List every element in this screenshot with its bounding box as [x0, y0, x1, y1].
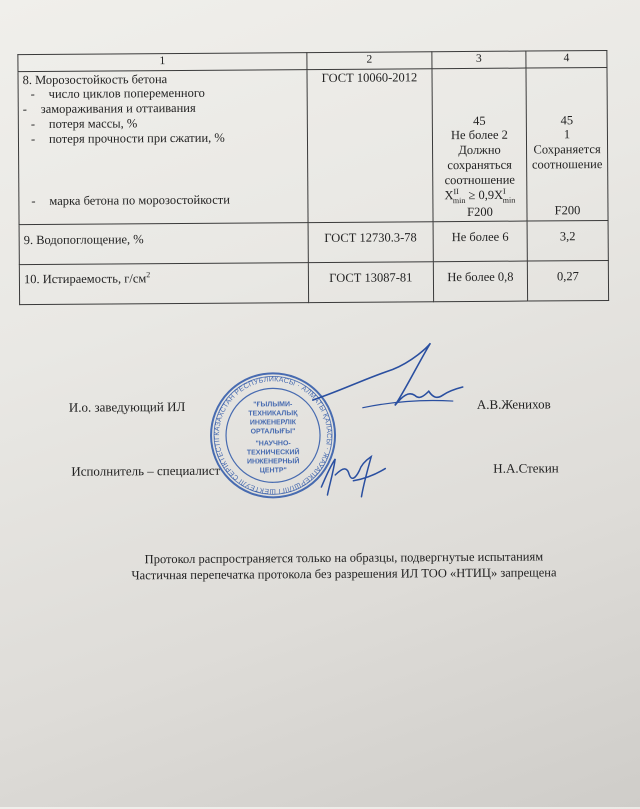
frost-strength-loss-label: - потеря прочности при сжатии, % — [23, 130, 303, 147]
frost-act-strength-1: Сохраняется — [533, 142, 601, 157]
frost-req-strength-1: Должно — [458, 142, 501, 158]
header-col-3: 3 — [432, 51, 526, 68]
frost-title: 8. Морозостойкость бетона — [22, 71, 168, 87]
abrasion-standard: ГОСТ 13087-81 — [308, 262, 433, 303]
water-standard: ГОСТ 12730.3-78 — [308, 222, 433, 263]
footer-line-2: Частичная перепечатка протокола без разрешения ИЛ ТОО «НТИЦ» запрещена — [131, 565, 557, 583]
abrasion-title: 10. Истираемость, г/см — [23, 271, 147, 287]
header-col-2: 2 — [307, 52, 432, 69]
stamp-line-2: ТЕХНИКАЛЫҚ — [248, 410, 298, 418]
executor-role: Исполнитель – специалист — [71, 462, 221, 479]
frost-act-strength-2: соотношение — [531, 156, 603, 172]
water-title: 9. Водопоглощение, % — [19, 223, 308, 265]
stamp-line-1: "ҒЫЛЫМИ- — [253, 401, 293, 409]
frost-req-cycles: 45 — [473, 113, 486, 128]
frost-req-mass: Не более 2 — [450, 128, 508, 143]
stamp-outer-text: КАЗАХСТАН РЕСПУБЛИКАСЫ · АЛМАТЫ ҚАЛАСЫ · ЖАУАПКЕРШІЛІГІ ШЕКТЕУЛІ СЕРІКТЕСТІГІ — [213, 376, 333, 495]
executor-name: Н.А.Стекин — [493, 460, 559, 476]
frost-req-grade: F200 — [467, 205, 493, 220]
head-role: И.о. заведующий ИЛ — [68, 398, 186, 415]
stamp-line-4: ОРТАЛЫҒЫ" — [250, 428, 296, 436]
frost-act-mass: 1 — [563, 127, 571, 142]
frost-act-cycles: 45 — [560, 112, 574, 127]
stamp-line-3: ИНЖЕНЕРЛІК — [249, 419, 297, 427]
frost-req-strength-2: сохраняться — [447, 157, 512, 172]
formula-mid: ≥ 0,9X — [465, 188, 504, 203]
abrasion-requirement: Не более 0,8 — [433, 261, 527, 302]
header-col-4: 4 — [526, 50, 607, 67]
formula-x2-sup: II — [453, 187, 459, 197]
frost-grade-label: - марка бетона по морозостойкости — [23, 192, 303, 209]
stamp-line-6: ТЕХНИЧЕСКИЙ — [246, 449, 300, 457]
water-actual: 3,2 — [527, 221, 608, 262]
abrasion-actual: 0,27 — [527, 261, 608, 302]
head-name: А.В.Женихов — [476, 396, 551, 412]
footer-line-1: Протокол распространяется только на образцы, подвергнутые испытаниям — [144, 549, 544, 567]
water-requirement: Не более 6 — [433, 221, 527, 262]
formula-x1-sub: min — [502, 195, 516, 205]
frost-cycles-label: - число циклов попеременного — [23, 85, 303, 102]
formula-x2: X — [444, 188, 454, 203]
stamp-line-7: ИНЖЕНЕРНЫЙ — [246, 458, 300, 466]
stamp-line-8: ЦЕНТР" — [259, 467, 287, 475]
formula-x2-sub: min — [452, 195, 466, 206]
header-col-1: 1 — [18, 53, 307, 72]
executor-signature — [313, 445, 393, 506]
frost-mass-loss-label: - потеря массы, % — [23, 115, 303, 132]
head-signature — [302, 339, 473, 420]
frost-act-grade: F200 — [554, 202, 581, 217]
formula-x1-sup: I — [503, 187, 506, 197]
frost-cycles-label-cont: - замораживания и оттаивания — [23, 100, 303, 117]
stamp-line-5: "НАУЧНО- — [255, 440, 291, 448]
footer-notice — [64, 548, 624, 584]
frost-req-strength-3: соотношение — [444, 172, 515, 187]
frost-standard-text: ГОСТ 10060-2012 — [321, 69, 418, 85]
abrasion-title-sup: 2 — [146, 270, 151, 280]
